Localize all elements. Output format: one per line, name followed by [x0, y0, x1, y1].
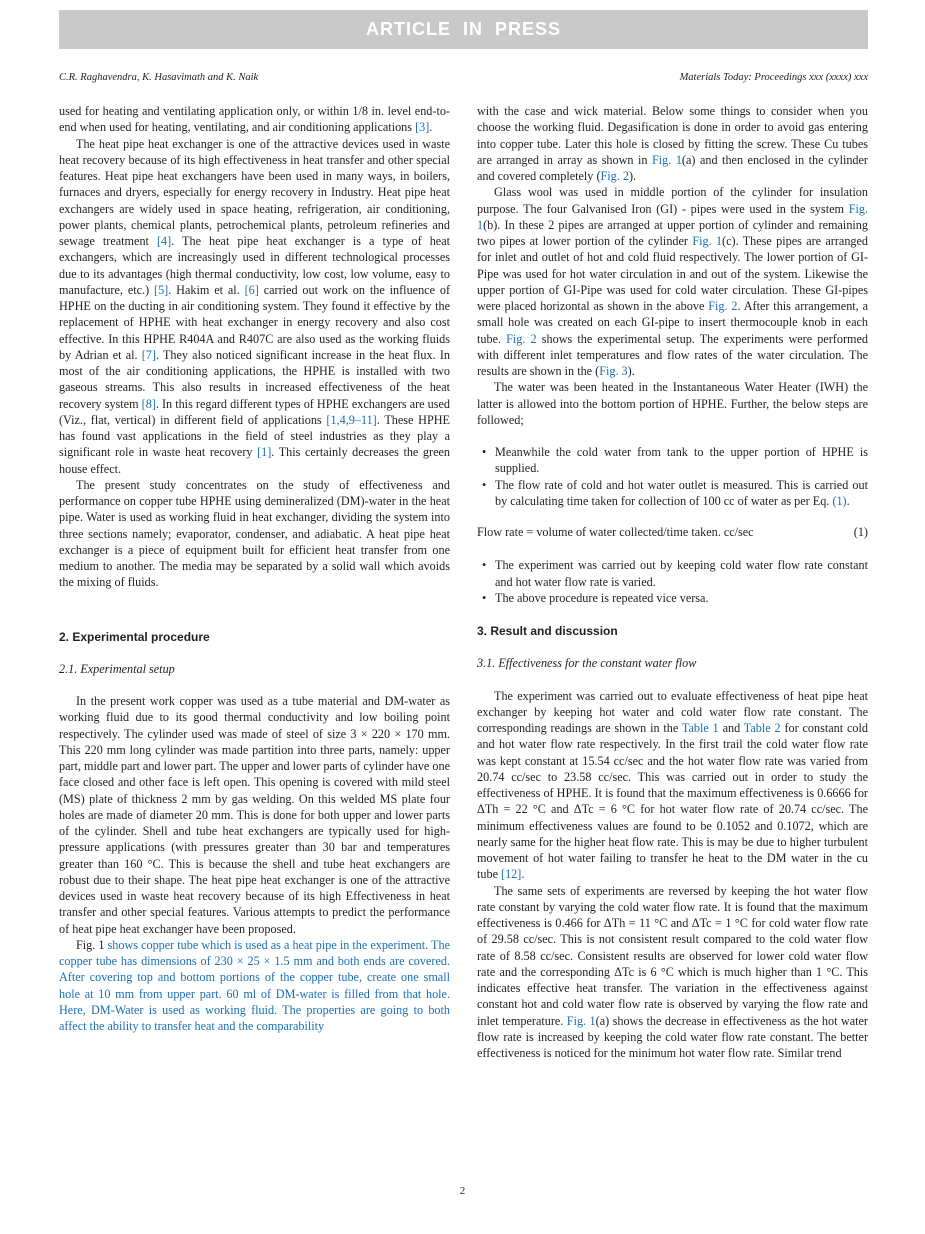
subsection-heading: 3.1. Effectiveness for the constant water flow — [477, 656, 697, 671]
text-run: . After this arrangement, a small hole was created on each GI-pipe to insert thermocouple knob in each tube. — [477, 299, 868, 346]
text-run: The experiment was carried out by keeping cold water flow rate constant and hot water flow rate is varied. — [495, 558, 868, 589]
section-heading: 3. Result and discussion — [477, 624, 618, 638]
running-header-journal: Materials Today: Proceedings xxx (xxxx) xxx — [679, 72, 868, 83]
text-run: with the case and wick material. Below some things to consider when you choose the working fluid. Degasification is done in order to avoid gas entering into copper tube. Later this hole is closed by fitting the screw. These Cu tubes are arranged in array as shown in — [477, 104, 868, 167]
text-run: . This certainly decreases the green house effect. — [59, 445, 450, 476]
text-run: The experiment was carried out to evaluate effectiveness of heat pipe heat exchanger by keeping hot water and cold water flow rate constant. The corresponding readings are shown in the — [477, 688, 868, 735]
reference-link[interactable]: Fig. 1 — [692, 234, 723, 248]
reference-link[interactable]: [4] — [156, 234, 172, 248]
text-run: The above procedure is repeated vice versa. — [495, 590, 709, 605]
equation — [477, 524, 868, 540]
left-column — [59, 103, 450, 1034]
reference-link[interactable]: [5] — [154, 282, 169, 297]
reference-link[interactable]: (1) — [832, 493, 847, 508]
reference-link[interactable]: [3] — [415, 120, 430, 135]
text-run: (c). These pipes are arranged for inlet and outlet of hot and cold fluid respectively. The lower portion of GI-Pipe was used for hot water circulation in and out of the system. Likewise the upper portion of GI-Pipe was used for cold water circulation. These GI-pipes were placed horizontal as shown in the above — [477, 234, 869, 313]
text-run: used for heating and ventilating application only, or within 1/8 in. level end-to-end when used for heating, ventilating, and air conditioning applications — [59, 104, 450, 135]
text-run: . — [521, 867, 525, 882]
list-item — [477, 444, 868, 477]
text-run: (a) and then enclosed in the cylinder and covered completely ( — [477, 152, 868, 183]
text-run: Meanwhile the cold water from tank to the upper portion of HPHE is supplied. — [495, 445, 868, 476]
right-column — [477, 103, 868, 1061]
reference-link[interactable]: [6] — [244, 282, 259, 297]
reference-link[interactable]: [7] — [141, 347, 156, 362]
reference-link[interactable]: Fig. 1 — [477, 201, 868, 232]
page-number: 2 — [459, 1185, 466, 1197]
reference-link[interactable]: [1] — [257, 445, 272, 460]
text-run: . In this regard different types of HPHE exchangers are used (Viz., flat, vertical) in different field of applications — [59, 396, 451, 427]
reference-link[interactable]: Table 2 — [743, 721, 781, 735]
list-item — [477, 557, 868, 590]
text-run: . — [846, 493, 850, 508]
reference-link[interactable]: Fig. 1 — [566, 1013, 596, 1028]
paragraph: In the present work copper was used as a tube material and DM-water as working fluid due to its good thermal conductivity and low boiling point respectively. The cylinder used was made of steel of size 3 × 220 × 170 mm. This 220 mm long cylinder was made partition into three parts, namely: upper part, middle part and lower part. The upper and lower parts of cylinder have one face closed and other face is left open. This opening is covered with mild steel (MS) plate of thickness 2 mm by gas welding. On this welded MS plate four holes are made of diameter 20 mm. This is done for both upper and lower parts of the cylinder. Shell and tube heat exchangers are typically used for high-pressure applications (with pressures greater than 30 bar and temperatures greater than 160 °C. This is because the shell and tube heat exchangers are robust due to their shape. The heat pipe heat exchanger is one of the attractive devices used in waste heat recovery because of its high Effectiveness in heat transfer and other special features. Various attempts to predict the performance of heat pipe heat exchanger have been proposed. — [59, 694, 450, 936]
text-run: . Hakim et al. — [168, 282, 245, 297]
reference-link[interactable]: shows copper tube which is used as a heat pipe in the experiment. The copper tube has dimensions of 230 × 25 × 1.5 mm and both ends are covered. After covering top and bottom portions of the copper tube, create one small hole at 10 mm from upper part. 60 ml of DM-water is filled from that hole. Here, DM-Water is used as working fluid. The properties are going to both affect the ability to transfer heat and the comparability — [59, 937, 450, 1033]
equation-text: Flow rate = volume of water collected/time taken. cc/sec — [477, 525, 754, 539]
text-run: . These HPHE has found vast applications in the field of steel industries as they play a significant role in waste heat recovery — [59, 412, 450, 460]
list-item — [477, 477, 868, 510]
paragraph — [477, 883, 868, 1062]
procedure-list — [477, 557, 868, 606]
text-run: shows the experimental setup. The experiments were performed with different inlet temperatures and flow rates of the water circulation. The results are shown in the ( — [477, 331, 868, 378]
text-run: . The heat pipe heat exchanger is a type of heat exchangers, which are increasingly used in different technological processes due to its advantages (high thermal conductivity, low cost, low volume, easy to manufacture, etc.) — [59, 234, 450, 297]
text-run: The same sets of experiments are reversed by keeping the hot water flow rate constant by varying the cold water flow rate. It is found that the maximum effectiveness is 0.466 for ΔTh = 11 °C and ΔTc = 1 °C for cold water flow rate of 29.58 cc/sec. This is not consistent result compared to the cold water flow rate of 8.58 cc/sec. Consistent results are observed for lower cold water flow rate and the corresponding ΔTc is 6 °C which is much higher than 1 °C. This indicates effective heat transfer. The variation in the effectiveness against constant hot and cold water flow rate is observed by varying the flow rate and inlet temperature. — [477, 883, 868, 1028]
reference-link[interactable]: Fig. 2 — [708, 299, 738, 313]
running-header-authors: C.R. Raghavendra, K. Hasavimath and K. Naik — [59, 72, 259, 83]
text-run: The heat pipe heat exchanger is one of the attractive devices used in waste heat recovery because of its high effectiveness in heat transfer and other special features. Heat pipe heat exchangers have been used in many ways, in boilers, furnaces and dryers, especially for energy recovery in Industry. Heat pipe heat exchangers are widely used in space heating, refrigeration, air conditioning, power plants, chemical plants, petrochemical plants, petroleum refineries and sewage treatment — [59, 136, 450, 248]
text-run: . — [429, 120, 433, 135]
reference-link[interactable]: Fig. 1 — [652, 152, 682, 167]
reference-link[interactable]: Fig. 3 — [599, 364, 628, 378]
section-heading: 2. Experimental procedure — [59, 629, 210, 644]
paragraph: The present study concentrates on the study of effectiveness and performance on copper tube HPHE using demineralized (DM)-water in the heat pipe. Water is used as working fluid in heat exchanger, dividing the system into three sections namely; evaporator, condenser, and adiabatic. A heat pipe heat exchanger is a piece of equipment built for efficient heat transfer from one medium to another. The media may be separated by a solid wall which avoids the mixing of fluids. — [59, 477, 450, 590]
paragraph — [59, 136, 450, 477]
list-item — [477, 590, 868, 606]
reference-link[interactable]: [12] — [501, 867, 522, 882]
paragraph — [477, 103, 868, 184]
paragraph — [477, 688, 868, 883]
reference-link[interactable]: Fig. 2 — [506, 331, 537, 346]
procedure-list — [477, 444, 868, 509]
text-run: (a) shows the decrease in effectiveness as the hot water flow rate is increased by keeping the cold water flow rate constant. The better effectiveness is noticed for the minimum hot water flow rate. Similar trend — [477, 1013, 868, 1060]
equation-number: (1) — [853, 525, 868, 539]
reference-link[interactable]: [1,4,9–11] — [326, 412, 377, 427]
text-run: Fig. 1 — [76, 937, 105, 952]
subsection-heading: 2.1. Experimental setup — [59, 661, 175, 676]
text-run: (b). In these 2 pipes are arranged at upper portion of cylinder and remaining two pipes at lower portion of the cylinder — [477, 217, 868, 248]
text-run: Glass wool was used in middle portion of the cylinder for insulation purpose. The four Galvanised Iron (GI) - pipes were used in the system — [477, 185, 868, 216]
text-run: carried out work on the influence of HPHE on the ducting in air conditioning system. They found it effective by the replacement of HPHE with heat exchanger in energy recovery and also cost effective. In this HPHE R404A and R407C are also used as the working fluids by Adrian et al. — [59, 282, 451, 362]
reference-link[interactable]: [8] — [141, 396, 156, 411]
text-run: for constant cold and hot water flow rate respectively. In the first trail the cold water flow rate was kept constant at 15.54 cc/sec and the hot water flow rate was varied from 20.74 cc/sec to 23.58 cc/sec. This was carried out in order to study the effectiveness of HPHE. It is found that the maximum effectiveness is 0.6666 for ΔTh = 22 °C and ΔTc = 6 °C for hot water flow rate of 20.74 cc/sec. The minimum effectiveness values are found to be 0.1052 and 0.1072, which are nearly same for the higher heat flow rate. This is may be due to higher turbulent movement of hot water failing to transfer he heat to the DM water in the cu tube — [477, 721, 868, 882]
reference-link[interactable]: Table 1 — [681, 721, 719, 735]
text-run: ). — [627, 364, 635, 378]
paragraph — [59, 103, 450, 136]
paragraph — [59, 937, 450, 1035]
paragraph: The water was been heated in the Instantaneous Water Heater (IWH) the latter is allowed into the bottom portion of HPHE. Further, the below steps are followed; — [477, 380, 868, 427]
text-run: and — [718, 721, 744, 735]
text-run: . They also noticed significant increase in the heat flux. In most of the air conditioning applications, the HPHE is installed with two gaseous streams. This also results in increased effectiveness of the heat recovery system — [59, 347, 450, 411]
text-run: The flow rate of cold and hot water outlet is measured. This is carried out by calculating time taken for collection of 100 cc of water as per Eq. — [495, 477, 868, 508]
article-in-press-banner: ARTICLE IN PRESS — [59, 10, 868, 49]
text-run: ). — [628, 169, 637, 183]
paragraph — [477, 184, 868, 379]
reference-link[interactable]: Fig. 2 — [600, 169, 629, 183]
